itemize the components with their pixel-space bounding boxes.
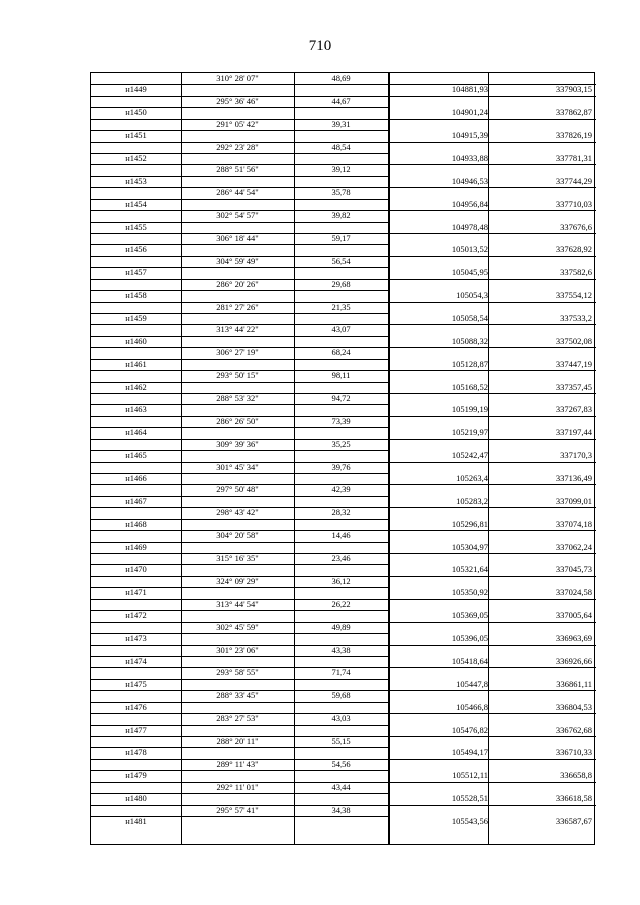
point-y-coordinate: 336762,68 [555, 724, 592, 735]
point-id: н1464 [125, 427, 147, 438]
coordinates-table [90, 72, 595, 845]
point-id: н1460 [125, 335, 147, 346]
point-id: н1476 [125, 701, 147, 712]
point-x-coordinate: 105350,92 [451, 587, 488, 598]
segment-angle: 286° 20' 26" [216, 278, 259, 289]
point-y-coordinate: 337676,6 [560, 221, 592, 232]
point-x-coordinate: 105054,3 [456, 290, 488, 301]
point-x-coordinate: 105466,8 [456, 701, 488, 712]
segment-distance: 43,38 [331, 644, 351, 655]
segment-distance: 48,69 [331, 73, 351, 83]
point-y-coordinate: 336587,67 [555, 815, 592, 826]
point-y-coordinate: 337554,12 [555, 290, 592, 301]
segment-angle: 293° 58' 55" [216, 667, 259, 678]
point-y-coordinate: 337170,3 [560, 450, 592, 461]
segment-distance: 49,89 [331, 621, 351, 632]
segment-distance: 43,03 [331, 713, 351, 724]
segment-angle: 302° 54' 57" [216, 210, 259, 221]
segment-angle: 292° 11' 01" [216, 781, 259, 792]
row-divider [388, 553, 596, 554]
segment-angle: 324° 09' 29" [216, 575, 259, 586]
point-id: н1475 [125, 678, 147, 689]
segment-angle: 306° 27' 19" [216, 347, 259, 358]
point-id: н1477 [125, 724, 147, 735]
point-id: н1472 [125, 610, 147, 621]
point-y-coordinate: 337903,15 [555, 84, 592, 95]
row-divider [388, 393, 596, 394]
point-id: н1471 [125, 587, 147, 598]
point-id: н1479 [125, 770, 147, 781]
point-id: н1458 [125, 290, 147, 301]
point-id: н1481 [125, 815, 147, 826]
point-y-coordinate: 337357,45 [555, 381, 592, 392]
row-divider [388, 759, 596, 760]
segment-distance: 68,24 [331, 347, 351, 358]
point-id: н1457 [125, 267, 147, 278]
point-y-coordinate: 337781,31 [555, 153, 592, 163]
row-divider [388, 736, 596, 737]
segment-distance: 26,22 [331, 598, 351, 609]
segment-angle: 306° 18' 44" [216, 233, 259, 244]
point-y-coordinate: 336618,58 [555, 793, 592, 804]
point-x-coordinate: 105283,2 [456, 495, 488, 506]
point-id: н1449 [125, 84, 147, 95]
segment-distance: 48,54 [331, 141, 351, 152]
point-x-coordinate: 105296,81 [451, 518, 488, 529]
segment-distance: 73,39 [331, 415, 351, 426]
segment-angle: 289° 11' 43" [216, 758, 259, 769]
point-id: н1469 [125, 541, 147, 552]
point-x-coordinate: 105369,05 [451, 610, 488, 621]
segment-distance: 34,38 [331, 804, 351, 815]
segment-angle: 310° 28' 07" [216, 73, 259, 83]
point-x-coordinate: 104946,53 [451, 175, 488, 186]
point-x-coordinate: 105476,82 [451, 724, 488, 735]
point-x-coordinate: 105304,97 [451, 541, 488, 552]
segment-angle: 283° 27' 53" [216, 713, 259, 724]
point-x-coordinate: 105058,54 [451, 313, 488, 324]
point-x-coordinate: 104915,39 [451, 130, 488, 141]
point-y-coordinate: 336861,11 [556, 678, 592, 689]
segment-distance: 36,12 [331, 575, 351, 586]
point-x-coordinate: 105494,17 [451, 747, 488, 758]
segment-angle: 286° 44' 54" [216, 187, 259, 198]
point-x-coordinate: 105447,8 [456, 678, 488, 689]
segment-distance: 54,56 [331, 758, 351, 769]
point-y-coordinate: 336926,66 [555, 655, 592, 666]
segment-distance: 29,68 [331, 278, 351, 289]
point-id: н1474 [125, 655, 147, 666]
row-divider [388, 667, 596, 668]
row-divider [388, 119, 596, 120]
point-y-coordinate: 337744,29 [555, 175, 592, 186]
segment-angle: 295° 36' 46" [216, 95, 259, 106]
row-divider [388, 484, 596, 485]
point-id: н1465 [125, 450, 147, 461]
row-divider [388, 462, 596, 463]
row-divider [388, 210, 596, 211]
segment-angle: 286° 26' 50" [216, 415, 259, 426]
point-x-coordinate: 105396,05 [451, 633, 488, 644]
segment-distance: 55,15 [331, 735, 351, 746]
row-divider [388, 279, 596, 280]
point-id: н1454 [125, 198, 147, 209]
segment-angle: 297° 50' 48" [216, 484, 259, 495]
point-y-coordinate: 337024,58 [555, 587, 592, 598]
point-x-coordinate: 104933,88 [451, 153, 488, 163]
segment-distance: 14,46 [331, 530, 351, 541]
segment-angle: 304° 59' 49" [216, 255, 259, 266]
segment-distance: 98,11 [331, 370, 351, 381]
segment-distance: 43,07 [331, 324, 351, 335]
segment-angle: 288° 33' 45" [216, 690, 259, 701]
row-divider [388, 233, 596, 234]
point-id: н1459 [125, 313, 147, 324]
row-divider [388, 164, 596, 165]
point-id: н1463 [125, 404, 147, 415]
point-x-coordinate: 104881,93 [451, 84, 488, 95]
point-y-coordinate: 337533,2 [560, 313, 592, 324]
segment-distance: 21,35 [331, 301, 351, 312]
point-y-coordinate: 337502,08 [555, 335, 592, 346]
segment-distance: 35,78 [331, 187, 351, 198]
segment-distance: 71,74 [331, 667, 351, 678]
point-y-coordinate: 337628,92 [555, 244, 592, 255]
point-id: н1473 [125, 633, 147, 644]
point-id: н1451 [125, 130, 147, 141]
point-y-coordinate: 336710,33 [555, 747, 592, 758]
segment-distance: 39,31 [331, 118, 351, 129]
row-divider [388, 622, 596, 623]
point-id: н1480 [125, 793, 147, 804]
point-y-coordinate: 336658,8 [560, 770, 592, 781]
point-id: н1453 [125, 175, 147, 186]
row-divider [388, 370, 596, 371]
point-x-coordinate: 105263,4 [456, 473, 488, 484]
point-id: н1467 [125, 495, 147, 506]
point-id: н1478 [125, 747, 147, 758]
point-x-coordinate: 104978,48 [451, 221, 488, 232]
point-x-coordinate: 105418,64 [451, 655, 488, 666]
point-id: н1456 [125, 244, 147, 255]
segment-angle: 313° 44' 54" [216, 598, 259, 609]
point-y-coordinate: 337062,24 [555, 541, 592, 552]
point-y-coordinate: 337267,83 [555, 404, 592, 415]
point-y-coordinate: 337099,01 [555, 495, 592, 506]
segment-distance: 94,72 [331, 393, 351, 404]
segment-distance: 59,68 [331, 690, 351, 701]
row-divider [388, 530, 596, 531]
row-divider [388, 142, 596, 143]
point-x-coordinate: 105013,52 [451, 244, 488, 255]
segment-distance: 59,17 [331, 233, 351, 244]
row-divider [388, 713, 596, 714]
segment-angle: 301° 23' 06" [216, 644, 259, 655]
row-divider [388, 439, 596, 440]
segment-angle: 281° 27' 26" [216, 301, 259, 312]
row-divider [388, 599, 596, 600]
row-divider [388, 347, 596, 348]
segment-angle: 309° 39' 36" [216, 438, 259, 449]
row-divider [388, 302, 596, 303]
point-x-coordinate: 105199,19 [451, 404, 488, 415]
segment-distance: 35,25 [331, 438, 351, 449]
point-y-coordinate: 337136,49 [555, 473, 592, 484]
row-divider [388, 324, 596, 325]
point-y-coordinate: 337074,18 [555, 518, 592, 529]
segment-angle: 293° 50' 15" [216, 370, 259, 381]
segment-distance: 39,12 [331, 164, 351, 175]
segment-distance: 42,39 [331, 484, 351, 495]
point-y-coordinate: 337045,73 [555, 564, 592, 575]
point-y-coordinate: 337710,03 [555, 198, 592, 209]
point-id: н1462 [125, 381, 147, 392]
row-divider [388, 805, 596, 806]
row-divider [388, 645, 596, 646]
segment-angle: 301° 45' 34" [216, 461, 259, 472]
point-y-coordinate: 336804,53 [555, 701, 592, 712]
point-x-coordinate: 105168,52 [451, 381, 488, 392]
row-divider [388, 576, 596, 577]
point-y-coordinate: 337826,19 [555, 130, 592, 141]
point-y-coordinate: 337862,87 [555, 107, 592, 118]
segment-angle: 288° 51' 56" [216, 164, 259, 175]
row-divider [388, 256, 596, 257]
row-divider [388, 782, 596, 783]
point-y-coordinate: 337447,19 [555, 358, 592, 369]
point-id: н1452 [125, 153, 147, 163]
point-y-coordinate: 337197,44 [555, 427, 592, 438]
point-id: н1455 [125, 221, 147, 232]
segment-distance: 44,67 [331, 95, 351, 106]
point-x-coordinate: 105128,87 [451, 358, 488, 369]
point-x-coordinate: 105528,51 [451, 793, 488, 804]
row-divider [388, 416, 596, 417]
segment-distance: 39,76 [331, 461, 351, 472]
point-x-coordinate: 105512,11 [452, 770, 488, 781]
point-x-coordinate: 105321,64 [451, 564, 488, 575]
point-x-coordinate: 105242,47 [451, 450, 488, 461]
point-id: н1468 [125, 518, 147, 529]
point-x-coordinate: 105045,95 [451, 267, 488, 278]
point-id: н1470 [125, 564, 147, 575]
segment-angle: 298° 43' 42" [216, 507, 259, 518]
point-x-coordinate: 104956,84 [451, 198, 488, 209]
segment-distance: 56,54 [331, 255, 351, 266]
row-divider [388, 690, 596, 691]
segment-distance: 28,32 [331, 507, 351, 518]
point-y-coordinate: 337582,6 [560, 267, 592, 278]
point-id: н1461 [125, 358, 147, 369]
segment-angle: 304° 20' 58" [216, 530, 259, 541]
point-y-coordinate: 336963,69 [555, 633, 592, 644]
point-x-coordinate: 105088,32 [451, 335, 488, 346]
row-divider [388, 507, 596, 508]
point-id: н1466 [125, 473, 147, 484]
segment-angle: 292° 23' 28" [216, 141, 259, 152]
point-id: н1450 [125, 107, 147, 118]
table-grid [90, 72, 595, 845]
segment-angle: 288° 53' 32" [216, 393, 259, 404]
segment-angle: 291° 05' 42" [216, 118, 259, 129]
segment-angle: 315° 16' 35" [216, 553, 259, 564]
segment-distance: 39,82 [331, 210, 351, 221]
point-y-coordinate: 337005,64 [555, 610, 592, 621]
row-divider [388, 96, 596, 97]
segment-angle: 295° 57' 41" [216, 804, 259, 815]
page-number: 710 [308, 38, 332, 54]
segment-distance: 23,46 [331, 553, 351, 564]
point-x-coordinate: 105219,97 [451, 427, 488, 438]
point-x-coordinate: 104901,24 [451, 107, 488, 118]
segment-angle: 288° 20' 11" [216, 735, 259, 746]
point-x-coordinate: 105543,56 [451, 815, 488, 826]
segment-distance: 43,44 [331, 781, 351, 792]
segment-angle: 313° 44' 22" [216, 324, 259, 335]
row-divider [388, 187, 596, 188]
segment-angle: 302° 45' 59" [216, 621, 259, 632]
